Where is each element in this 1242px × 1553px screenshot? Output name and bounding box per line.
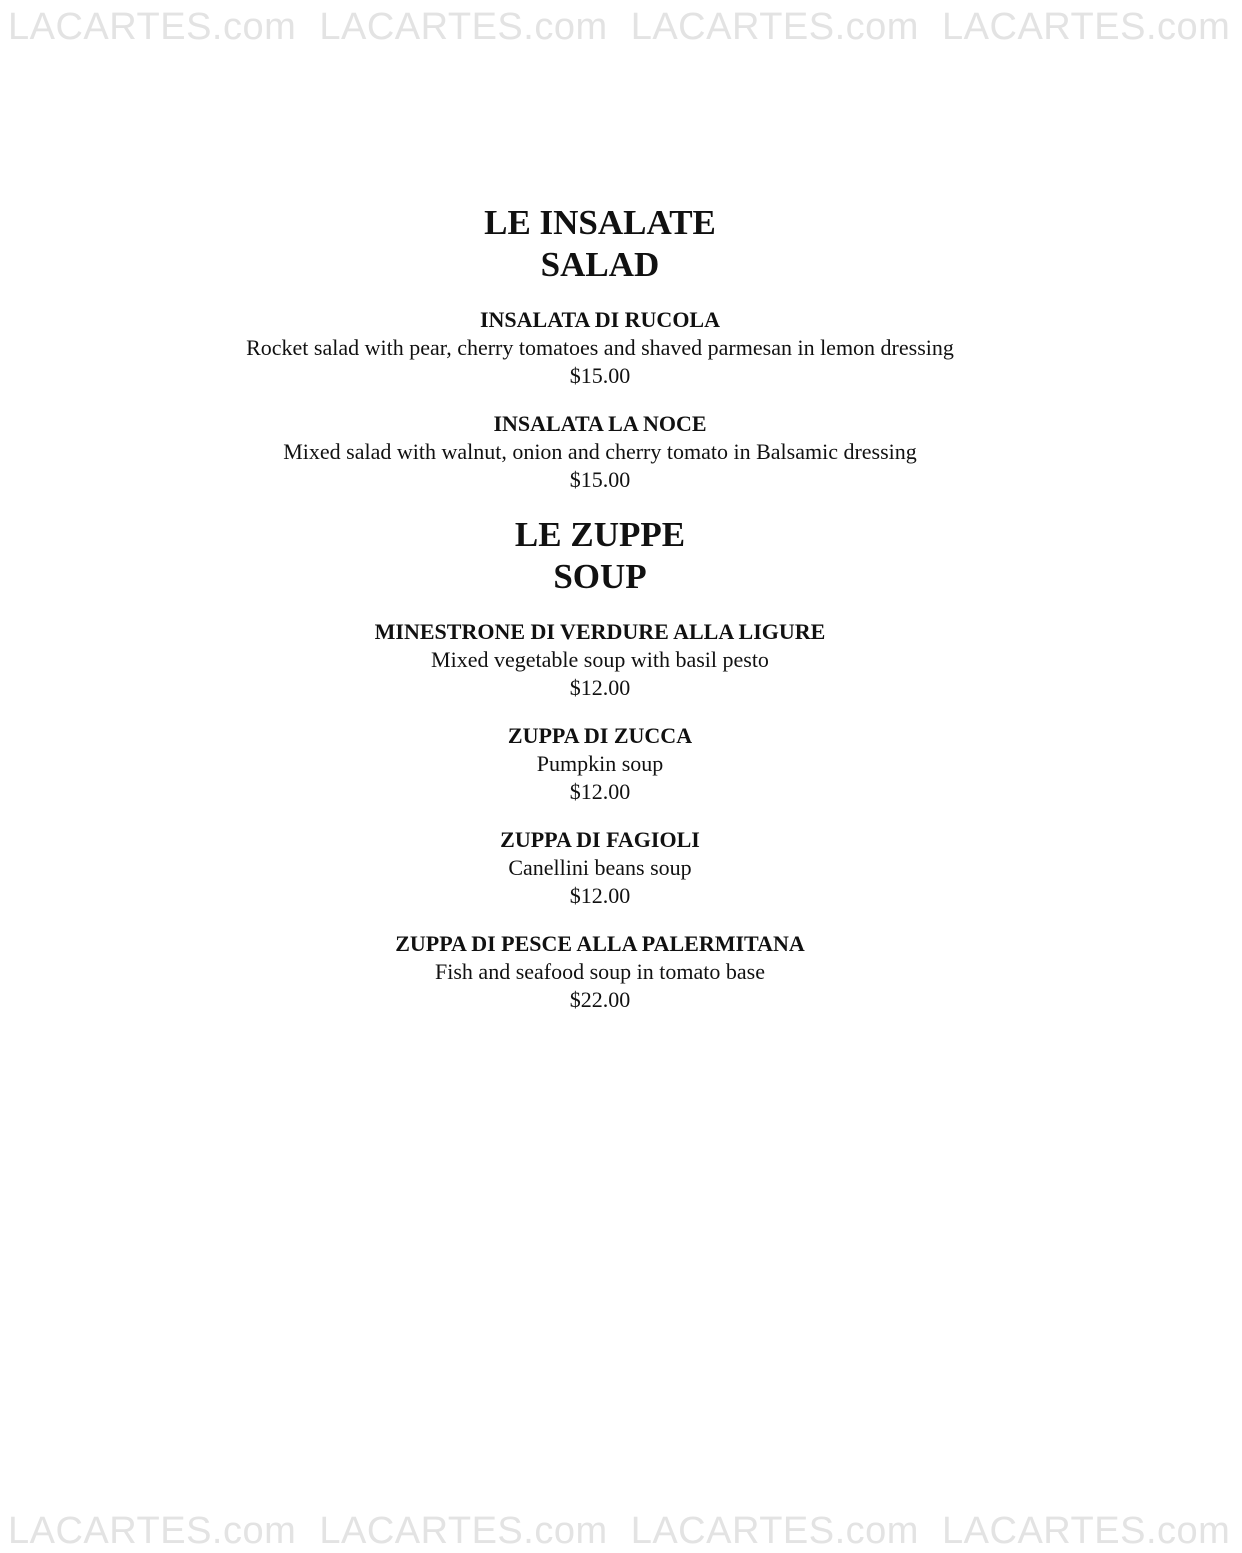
menu-item <box>0 826 1200 910</box>
item-description: Mixed vegetable soup with basil pesto <box>431 647 769 672</box>
section-title: LE INSALATE <box>484 203 716 242</box>
watermark-text: LACARTES.com <box>630 6 919 48</box>
menu-item <box>0 618 1200 702</box>
item-price: $12.00 <box>569 779 631 804</box>
item-description: Pumpkin soup <box>536 751 664 776</box>
item-name: INSALATA LA NOCE <box>493 411 707 436</box>
watermark-text: LACARTES.com <box>319 6 608 48</box>
item-name: ZUPPA DI FAGIOLI <box>500 827 700 852</box>
section-subtitle: SALAD <box>540 245 660 284</box>
menu-item <box>0 306 1200 390</box>
item-description: Rocket salad with pear, cherry tomatoes and shaved parmesan in lemon dressing <box>246 335 954 360</box>
item-price: $12.00 <box>569 883 631 908</box>
watermark-text: LACARTES.com <box>942 1510 1231 1552</box>
watermark-bottom <box>8 1510 1231 1552</box>
menu-item <box>0 930 1200 1014</box>
item-price: $22.00 <box>569 987 631 1012</box>
menu-item <box>0 410 1200 494</box>
item-name: MINESTRONE DI VERDURE ALLA LIGURE <box>374 619 826 644</box>
item-name: ZUPPA DI ZUCCA <box>507 723 693 748</box>
section-title: LE ZUPPE <box>514 515 686 554</box>
menu-item <box>0 722 1200 806</box>
watermark-text: LACARTES.com <box>630 1510 919 1552</box>
item-price: $15.00 <box>569 467 631 492</box>
watermark-text: LACARTES.com <box>8 6 297 48</box>
item-name: ZUPPA DI PESCE ALLA PALERMITANA <box>395 931 805 956</box>
item-price: $12.00 <box>569 675 631 700</box>
section-soup <box>0 514 1200 1014</box>
item-description: Canellini beans soup <box>508 855 692 880</box>
item-name: INSALATA DI RUCOLA <box>479 307 720 332</box>
item-description: Mixed salad with walnut, onion and cherry tomato in Balsamic dressing <box>283 439 917 464</box>
item-description: Fish and seafood soup in tomato base <box>435 959 765 984</box>
section-subtitle: SOUP <box>553 557 647 596</box>
menu-page <box>0 202 1200 1034</box>
watermark-text: LACARTES.com <box>8 1510 297 1552</box>
section-salad <box>0 202 1200 494</box>
item-price: $15.00 <box>569 363 631 388</box>
watermark-top <box>8 6 1231 48</box>
watermark-text: LACARTES.com <box>942 6 1231 48</box>
watermark-text: LACARTES.com <box>319 1510 608 1552</box>
